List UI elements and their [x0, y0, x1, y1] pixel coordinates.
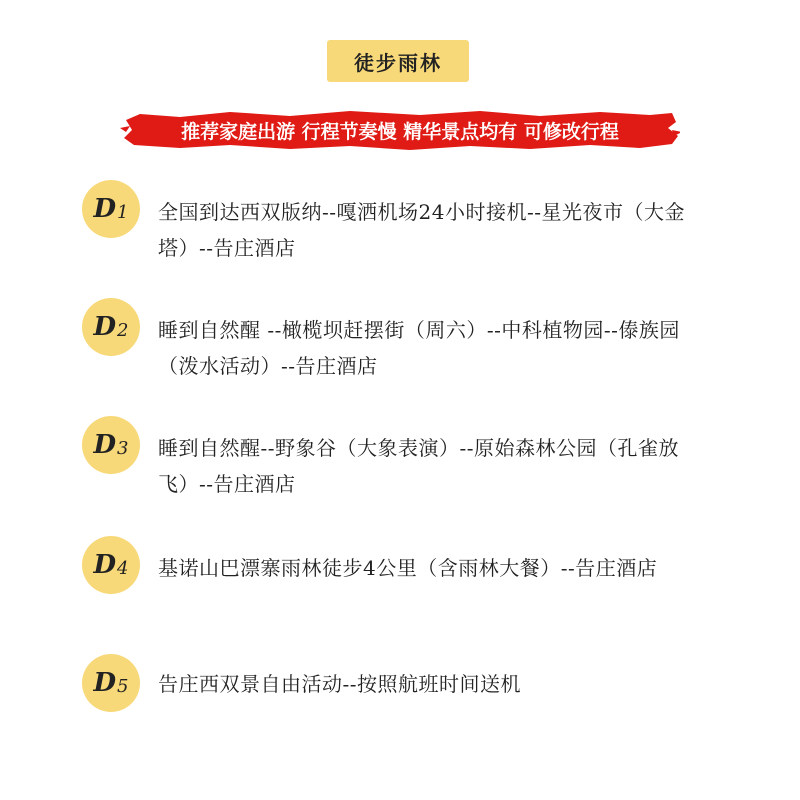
day-description: 全国到达西双版纳--嘎洒机场24小时接机--星光夜市（大金塔）--告庄酒店	[158, 200, 685, 260]
day-description: 基诺山巴漂寨雨林徒步4公里（含雨林大餐）--告庄酒店	[158, 556, 658, 580]
day-letter: D	[93, 194, 117, 224]
day-badge	[82, 298, 140, 356]
day-letter: D	[93, 312, 117, 342]
day-badge	[82, 536, 140, 594]
page-title: 徒步雨林	[327, 40, 469, 82]
day-description: 告庄西双景自由活动--按照航班时间送机	[158, 672, 522, 696]
day-badge	[82, 654, 140, 712]
day-description: 睡到自然醒 --橄榄坝赶摆街（周六）--中科植物园--傣族园（泼水活动）--告庄酒店	[158, 318, 680, 378]
day-letter: D	[93, 430, 117, 460]
day-letter: D	[93, 550, 117, 580]
day-number: 4	[117, 557, 129, 579]
day-letter: D	[93, 668, 117, 698]
day-number: 1	[117, 201, 129, 223]
banner	[120, 108, 680, 152]
day-description: 睡到自然醒--野象谷（大象表演）--原始森林公园（孔雀放飞）--告庄酒店	[158, 436, 680, 496]
day-badge	[82, 180, 140, 238]
banner-text: 推荐家庭出游 行程节奏慢 精华景点均有 可修改行程	[181, 120, 619, 143]
day-number: 2	[117, 319, 129, 341]
day-badge	[82, 416, 140, 474]
day-number: 3	[117, 437, 129, 459]
day-number: 5	[117, 675, 129, 697]
